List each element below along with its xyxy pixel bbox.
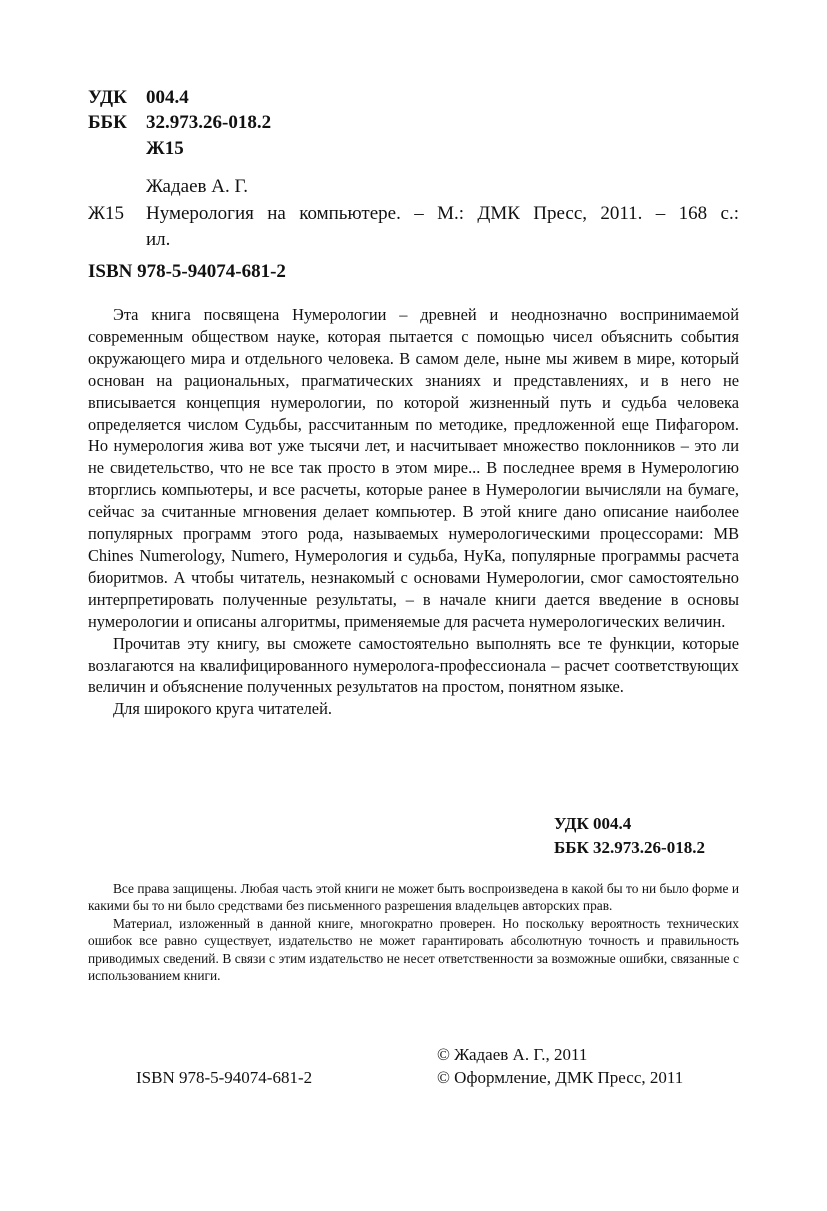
author-mark: Ж15 xyxy=(146,138,184,159)
legal-notice xyxy=(88,880,739,984)
bbk-row xyxy=(88,110,271,136)
legal-paragraph: Все права защищены. Любая часть этой книги не может быть воспроизведена в какой бы то ни было форме и какими бы то ни было средствами без письменного разрешения владельцев авторских прав. xyxy=(88,881,739,914)
entry-author: Жадаев А. Г. xyxy=(146,176,249,197)
footer-isbn: ISBN 978-5-94074-681-2 xyxy=(136,1068,313,1087)
annotation-paragraph: Эта книга посвящена Нумерологии – древней и неоднозначно воспринимаемой современным обществом науке, которая пытается с помощью чисел объяснить события окружающего мира и отдельного человека. В самом деле, ныне мы живем в мире, который основан на рациональных, прагматических знаниях и представлениях, и в него не вписывается концепция нумерологии, по которой жизненный путь и судьба человека определяется числом Судьбы, рассчитанным по методике, предложенной еще Пифагором. Но нумерология жива вот уже тысячи лет, и насчитывает множество поклонников – это ли не свидетельство, что не все так просто в этом мире... В последнее время в Нумерологию вторглись компьютеры, и все расчеты, которые ранее в Нумерологии вычисляли на бумаге, сейчас за считанные мгновения делает компьютер. В этой книге дано описание наиболее популярных программ этого рода, называемых нумерологическими процессорами: MB Chines Numerology, Numero, Нумерология и судьба, НуКа, популярные программы расчета биоритмов. А чтобы читатель, незнакомый с основами Нумерологии, смог самостоятельно интерпретировать полученные результаты, – в начале книги дается введение в основы нумерологии и описаны алгоритмы, применяемые для расчета нумерологических величин. xyxy=(88,305,739,631)
copyright-author: © Жадаев А. Г., 2011 xyxy=(437,1045,588,1064)
legal-paragraph: Материал, изложенный в данной книге, многократно проверен. Но поскольку вероятность технических ошибок все равно существует, издательство не может гарантировать абсолютную точность и правильность приводимых сведений. В связи с этим издательство не несет ответственности за возможные ошибки, связанные с использованием книги. xyxy=(88,915,739,984)
footer-bbk: ББК 32.973.26-018.2 xyxy=(554,838,705,857)
entry-title: Нумерология на компьютере. – М.: ДМК Пресс, 2011. – 168 с.: xyxy=(146,203,739,224)
udk-value: 004.4 xyxy=(146,87,189,108)
bbk-label: ББК xyxy=(88,112,127,133)
udk-label: УДК xyxy=(88,87,127,108)
annotation xyxy=(88,304,739,720)
bbk-value: 32.973.26-018.2 xyxy=(146,112,272,133)
footer-udk: УДК 004.4 xyxy=(554,814,632,833)
isbn-header: ISBN 978-5-94074-681-2 xyxy=(88,261,286,282)
annotation-paragraph: Для широкого круга читателей. xyxy=(113,699,332,719)
entry-illustrations: ил. xyxy=(146,229,171,250)
udk-row xyxy=(88,85,189,111)
entry-mark: Ж15 xyxy=(88,203,125,224)
copyright-design: © Оформление, ДМК Пресс, 2011 xyxy=(437,1068,684,1087)
annotation-paragraph: Прочитав эту книгу, вы сможете самостоятельно выполнять все те функции, которые возлагаются на квалифицированного нумеролога-профессионала – расчет соответствующих величин и объяснение полученных результатов на простом, понятном языке. xyxy=(88,633,739,697)
